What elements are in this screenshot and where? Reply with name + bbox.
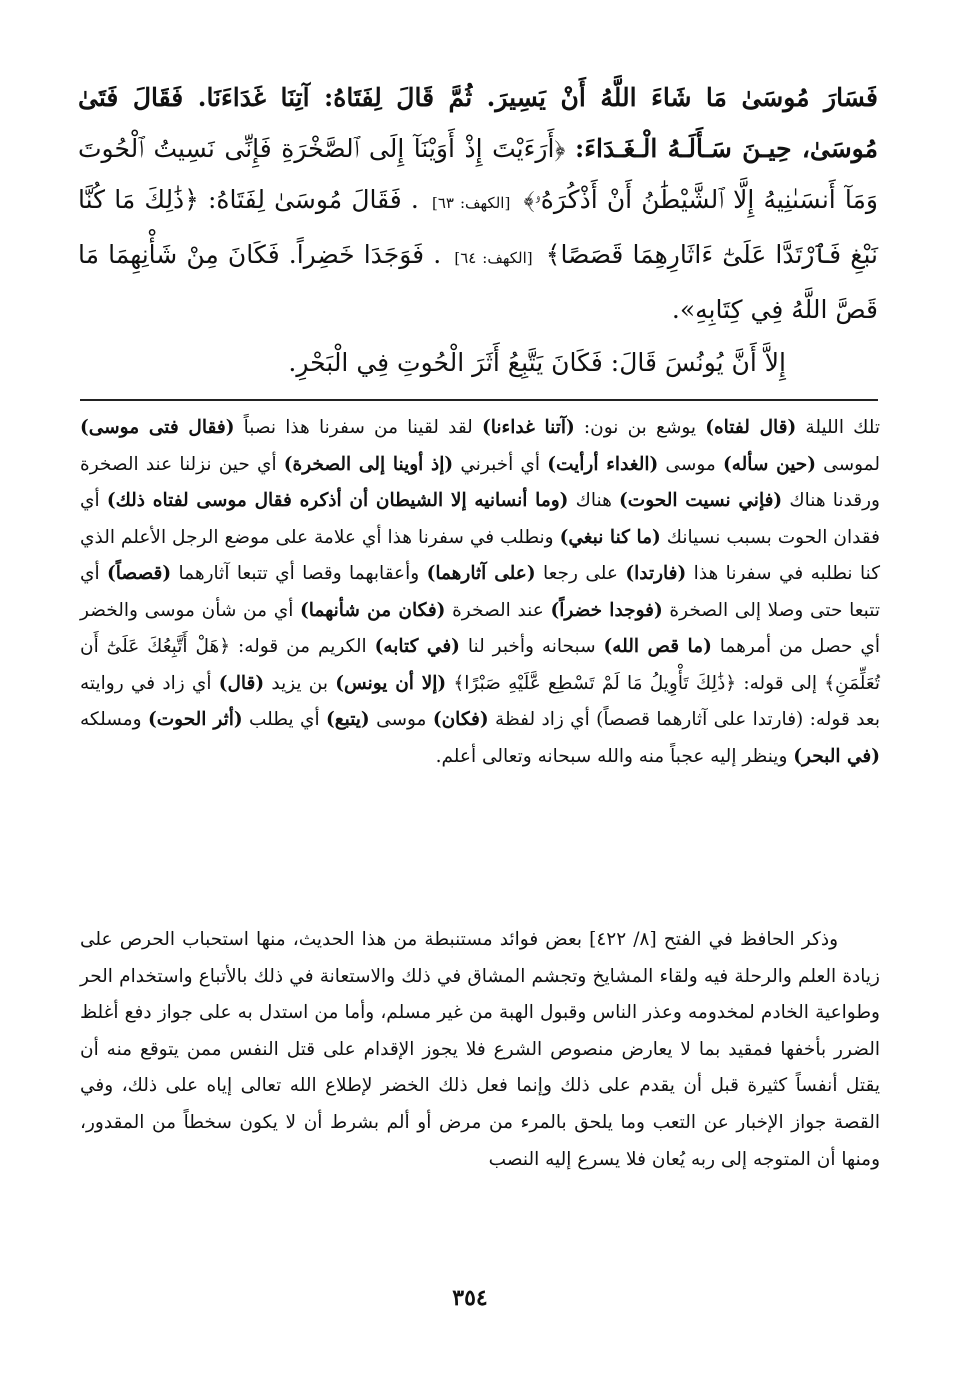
footnote-divider — [80, 399, 878, 401]
commentary-bold-segment: (الغداء أرأيت) — [547, 453, 659, 475]
commentary-segment: أي فقدان الحوت بسبب نسيانك — [80, 490, 880, 548]
commentary-bold-segment: (فإني نسيت الحوت) — [619, 490, 783, 511]
commentary-bold-segment: (آتنا غداءنا) — [481, 417, 575, 438]
commentary-segment: موسى — [369, 709, 433, 730]
page-number: ٣٥٤ — [452, 1285, 488, 1311]
benefits-text — [80, 922, 880, 1178]
commentary-segment: سبحانه وأخبر لنا — [459, 636, 604, 657]
commentary-segment: موسى — [658, 453, 723, 475]
commentary-segment: ومسلكه — [80, 709, 148, 730]
commentary-text — [80, 410, 880, 775]
commentary-bold-segment: (حين سأله) — [722, 453, 816, 475]
commentary-segment: أي يطلب — [242, 709, 327, 730]
hadith-paragraph-2: إِلاَّ أَنَّ يُونُسَ قَالَ: فَكَانَ يَتَّبِعُ أَثَرَ الْحُوتِ فِي الْبَحْرِ. — [288, 348, 786, 377]
hadith-narration-2: . فَقَالَ مُوسَىٰ لِفَتَاهُ: — [208, 185, 419, 214]
hadith-narration-1: فَسَارَ مُوسَىٰ مَا شَاءَ اللَّهُ أَنْ يَسِيرَ. ثُمَّ قَالَ لِفَتَاهُ: آتِنَا غَدَاءَنَا. فَقَالَ فَتَىٰ مُوسَىٰ، حِيـنَ سَـأَلَـهُ الْـغَـدَاءَ: — [78, 83, 878, 163]
quran-verse-kahf-64: ﴿ذَٰلِكَ مَا كُنَّا نَبْغِ فَٱرْتَدَّا عَلَىٰٓ ءَاثَارِهِمَا قَصَصًا﴾ — [78, 185, 879, 269]
commentary-segment: أي تتبعا حتى وصلا إلى الصخرة — [80, 563, 880, 621]
commentary-bold-segment: (إذ أوينا إلى الصخرة) — [283, 453, 454, 475]
commentary-segment: أي من شأن موسى والخضر أي حصل من أمرهما — [80, 599, 880, 657]
commentary-segment: تلك الليلة — [796, 417, 880, 438]
commentary-segment: أي أخبرني — [453, 453, 548, 475]
commentary-bold-segment: (فكان) — [432, 709, 489, 730]
commentary-segment: هناك — [568, 490, 620, 511]
commentary-segment: يوشع بن نون: — [574, 417, 706, 438]
commentary-segment: ونطلب في سفرنا هذا أي علامة على موضع الرجل الأعلم الذي كنا نطلبه في سفرنا هذا — [80, 526, 880, 584]
commentary-bold-segment: (يتبع) — [326, 709, 370, 730]
commentary-bold-segment: (ما كنا نبغي) — [559, 526, 661, 548]
commentary-bold-segment: (قال لفتاه) — [705, 417, 797, 438]
commentary-bold-segment: (أثر الحوت) — [148, 709, 243, 730]
commentary-bold-segment: (في البحر) — [793, 745, 880, 767]
commentary-bold-segment: (فقال فتى موسى) — [80, 417, 235, 438]
commentary-bold-segment: (ما قص الله) — [603, 636, 712, 657]
commentary-segment: بن يزيد — [264, 672, 336, 694]
commentary-segment: لقد لقينا من سفرنا هذا نصباً — [234, 417, 482, 438]
commentary-segment: وينظر إليه عجباً منه والله سبحانه وتعالى أعلم. — [435, 745, 794, 767]
commentary-segment: على رجعا — [535, 563, 626, 584]
commentary-segment: لموسى — [816, 453, 880, 475]
benefits-paragraph: وذكر الحافظ في الفتح [٨/ ٤٢٢] بعض فوائد مستنبطة من هذا الحديث، منها استحباب الحرص على زيادة العلم والرحلة فيه ولقاء المشايخ وتجشم المشاق في ذلك والاستعانة في ذلك بالأتباع واستخدام الحر وطواعية الخادم لمخدومه وعذر الناس وقبول الهبة من غير مسلم، وأما من استدل به على جواز دفع أغلظ الضرر بأخفها فمقيد بما لا يعارض منصوص الشرع فلا يجوز الإقدام على قتل النفس ممن يتوقع منه أن يقتل أنفساً كثيرة قبل أن يقدم على ذلك وإنما فعل ذلك الخضر لإطلاع الله تعالى إياه على ذلك، وفي القصة جواز الإخبار عن التعب وما يلحق بالمرء من مرض أو ألم بشرط أن لا يكون سخطاً من المقدور، ومنها أن المتوجه إلى ربه يُعان فلا يسرع إليه النصب — [80, 929, 880, 1170]
quran-verse-kahf-63: ﴿أَرَءَيْتَ إِذْ أَوَيْنَآ إِلَى ٱلصَّخْرَةِ فَإِنِّى نَسِيتُ ٱلْحُوتَ وَمَآ أَنسَىٰنِيهُ إِلَّا ٱلشَّيْطَٰنُ أَنْ أَذْكُرَهُۥ﴾ — [78, 134, 878, 214]
commentary-bold-segment: (قال) — [218, 672, 265, 694]
commentary-bold-segment: (فوجدا خضراً) — [550, 599, 663, 621]
commentary-bold-segment: (فارتدا) — [625, 563, 687, 584]
commentary-segment: الكريم من قوله: — [230, 636, 375, 657]
verse-reference-63: [الكهف: ٦٣] — [431, 194, 511, 212]
commentary-segment: ﴿ذَٰلِكَ تَأْوِيلُ مَا لَمْ تَسْطِع عَّلَيْهِ صَبْرًا﴾ — [453, 672, 737, 694]
commentary-segment: أي حين نزلنا عند الصخرة ورقدنا هناك — [80, 453, 880, 511]
commentary-paragraph — [80, 410, 880, 775]
commentary-bold-segment: (فكان من شأنهما) — [300, 599, 446, 621]
commentary-segment: إلى قوله: — [736, 672, 825, 694]
commentary-segment: أي زاد في روايته بعد قوله: (فارتدا على آثارهما قصصاً) أي زاد لفظة — [80, 672, 880, 730]
hadith-text — [78, 72, 878, 388]
commentary-segment: ﴿هَلْ أَتَّبِعُكَ عَلَىٰٓ أَن تُعَلِّمَنِ﴾ — [80, 636, 881, 694]
hadith-paragraph-1 — [78, 72, 878, 335]
verse-reference-64: [الكهف: ٦٤] — [454, 249, 533, 267]
hadith-narration-3: . فَوَجَدَا خَضِراً. فَكَانَ مِنْ شَأْنِهِمَا مَا قَصَّ اللَّهُ فِي كِتَابِهِ». — [78, 240, 878, 324]
commentary-bold-segment: (قصصاً) — [107, 563, 172, 584]
commentary-bold-segment: (في كتابه) — [374, 636, 460, 657]
commentary-bold-segment: (على آثارهما) — [426, 563, 536, 584]
commentary-segment: وأعقابهما وقصا أي تتبعا آثارهما — [171, 563, 427, 584]
commentary-bold-segment: (وما أنسانيه إلا الشيطان أن أذكره فقال موسى لفتاه ذلك) — [106, 490, 569, 511]
commentary-bold-segment: (إلا أن يونس) — [335, 672, 447, 694]
commentary-segment: عند الصخرة — [445, 599, 551, 621]
